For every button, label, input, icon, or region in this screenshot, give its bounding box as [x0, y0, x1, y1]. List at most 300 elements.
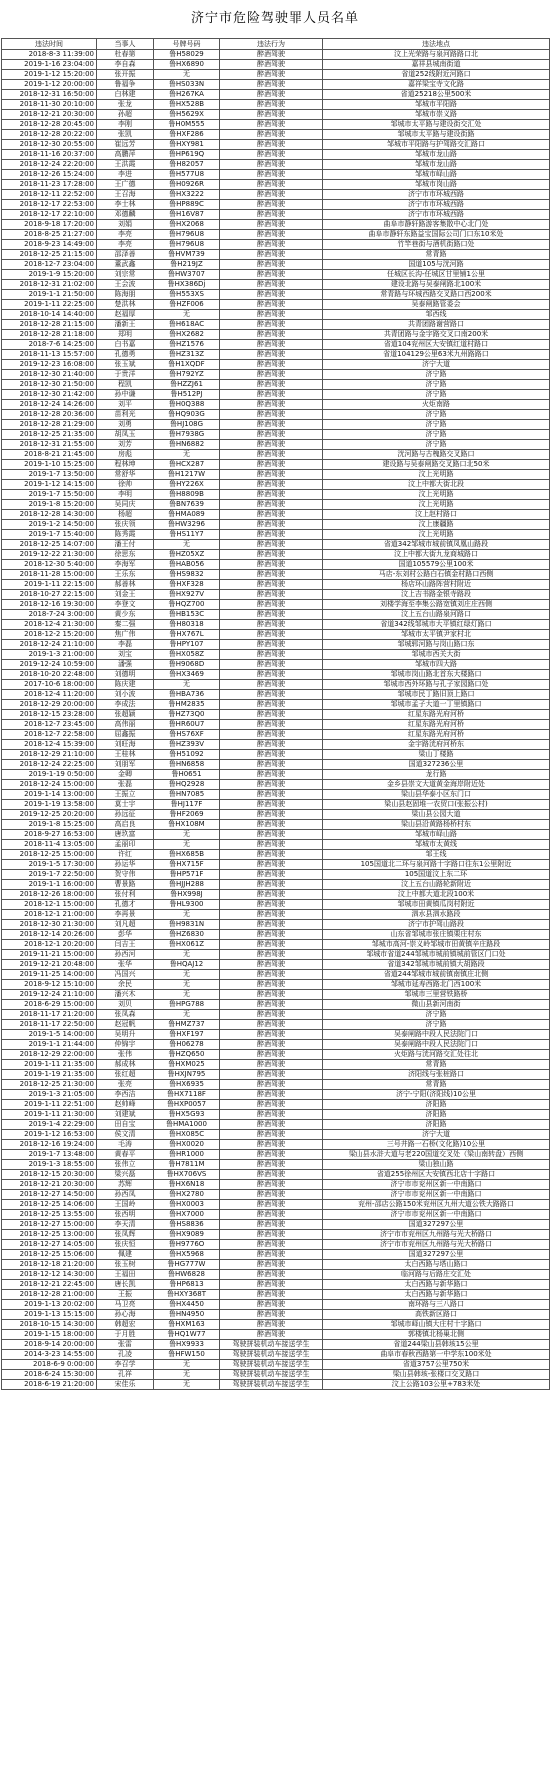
cell-party: 刘娟 — [97, 220, 154, 230]
cell-violation: 醉酒驾驶 — [220, 1140, 323, 1150]
cell-location: 嘉祥梁宝寺文化路 — [323, 80, 550, 90]
cell-party: 董武鑫 — [97, 260, 154, 270]
table-row — [2, 910, 550, 920]
cell-party: 程林坤 — [97, 460, 154, 470]
cell-party: 吴同庆 — [97, 500, 154, 510]
table-row — [2, 540, 550, 550]
table-row — [2, 130, 550, 140]
cell-party: 孙远征 — [97, 810, 154, 820]
cell-time: 2019-11-21 15:00:00 — [2, 950, 97, 960]
cell-location: 汶上五台山路泉河路口 — [323, 610, 550, 620]
cell-location: 邹城市太平镇尹家村北 — [323, 630, 550, 640]
cell-plate: 鲁H16V87 — [154, 210, 220, 220]
cell-time: 2019-12-24 21:10:00 — [2, 990, 97, 1000]
cell-time: 2018-12-7 23:45:00 — [2, 720, 97, 730]
cell-location: 金宇路洸府河桥东 — [323, 740, 550, 750]
cell-plate: 无 — [154, 450, 220, 460]
cell-party: 崔远芳 — [97, 140, 154, 150]
cell-time: 2019-1-10 15:25:00 — [2, 460, 97, 470]
table-row — [2, 1270, 550, 1280]
cell-violation: 醉酒驾驶 — [220, 1210, 323, 1220]
cell-violation: 醉酒驾驶 — [220, 970, 323, 980]
cell-plate: 鲁HZZJ61 — [154, 380, 220, 390]
cell-plate: 鲁H796U8 — [154, 240, 220, 250]
table-row — [2, 80, 550, 90]
cell-violation: 醉酒驾驶 — [220, 1160, 323, 1170]
cell-violation: 醉酒驾驶 — [220, 1110, 323, 1120]
table-row — [2, 260, 550, 270]
cell-party: 李召学 — [97, 1360, 154, 1370]
cell-violation: 醉酒驾驶 — [220, 800, 323, 810]
cell-plate: 鲁H51092 — [154, 750, 220, 760]
cell-plate: 鲁HR1000 — [154, 1150, 220, 1160]
cell-violation: 醉酒驾驶 — [220, 960, 323, 970]
cell-violation: 醉酒驾驶 — [220, 580, 323, 590]
cell-violation: 醉酒驾驶 — [220, 860, 323, 870]
cell-party: 余民 — [97, 980, 154, 990]
cell-location: 汶上光明路 — [323, 470, 550, 480]
cell-violation: 醉酒驾驶 — [220, 1200, 323, 1210]
page-title: 济宁市危险驾驶罪人员名单 — [190, 11, 359, 26]
table-row — [2, 340, 550, 350]
cell-party: 刘小波 — [97, 690, 154, 700]
cell-violation: 醉酒驾驶 — [220, 410, 323, 420]
cell-location: 邹城郓河路与岗山路口东 — [323, 640, 550, 650]
cell-party: 孔祥 — [97, 1370, 154, 1380]
cell-time: 2019-1-11 22:25:00 — [2, 300, 97, 310]
cell-plate: 鲁HZ6830 — [154, 930, 220, 940]
cell-violation: 醉酒驾驶 — [220, 620, 323, 630]
cell-violation: 醉酒驾驶 — [220, 780, 323, 790]
cell-location: 汶上中都大街九龙商城路口 — [323, 550, 550, 560]
cell-violation: 醉酒驾驶 — [220, 1100, 323, 1110]
cell-party: 马卫亮 — [97, 1300, 154, 1310]
cell-party: 杨超 — [97, 510, 154, 520]
cell-violation: 醉酒驾驶 — [220, 760, 323, 770]
cell-violation: 醉酒驾驶 — [220, 690, 323, 700]
cell-plate: 无 — [154, 540, 220, 550]
cell-plate: 无 — [154, 1370, 220, 1380]
cell-time: 2018-12-25 13:00:00 — [2, 1230, 97, 1240]
cell-time: 2019-1-9 15:20:00 — [2, 270, 97, 280]
table-row — [2, 360, 550, 370]
cell-time: 2019-1-7 15:50:00 — [2, 490, 97, 500]
cell-plate: 无 — [154, 990, 220, 1000]
table-row — [2, 510, 550, 520]
cell-party: 程凯 — [97, 380, 154, 390]
cell-location: 龙行路 — [323, 770, 550, 780]
cell-party: 赵福厚 — [97, 310, 154, 320]
cell-time: 2018-12-27 15:00:00 — [2, 1220, 97, 1230]
cell-party: 韩超宏 — [97, 1320, 154, 1330]
cell-violation: 醉酒驾驶 — [220, 500, 323, 510]
cell-time: 2018-12-1 20:20:00 — [2, 940, 97, 950]
table-row — [2, 60, 550, 70]
cell-plate: 鲁HPY107 — [154, 640, 220, 650]
cell-party: 唐长凯 — [97, 1280, 154, 1290]
cell-violation: 醉酒驾驶 — [220, 590, 323, 600]
cell-time: 2019-1-7 22:50:00 — [2, 870, 97, 880]
cell-plate: 鲁H82057 — [154, 160, 220, 170]
table-row — [2, 680, 550, 690]
cell-party: 刘贝 — [97, 1000, 154, 1010]
cell-location: 三号井路一石桥(文化路)10公里 — [323, 1140, 550, 1150]
cell-violation: 醉酒驾驶 — [220, 320, 323, 330]
cell-violation: 醉酒驾驶 — [220, 1010, 323, 1020]
cell-location: 邹城市西关大街 — [323, 650, 550, 660]
cell-plate: 鲁HX5G93 — [154, 1110, 220, 1120]
cell-violation: 醉酒驾驶 — [220, 950, 323, 960]
cell-time: 2018-12-11 22:52:00 — [2, 190, 97, 200]
cell-location: 汶上公路103公里+783米处 — [323, 1380, 550, 1390]
table-row — [2, 1210, 550, 1220]
cell-violation: 醉酒驾驶 — [220, 300, 323, 310]
cell-time: 2019-1-8 15:25:00 — [2, 820, 97, 830]
table-row — [2, 450, 550, 460]
cell-violation: 醉酒驾驶 — [220, 440, 323, 450]
cell-plate: 鲁H0M555 — [154, 120, 220, 130]
cell-plate: 鲁HX4450 — [154, 1300, 220, 1310]
cell-party: 张华 — [97, 960, 154, 970]
cell-violation: 醉酒驾驶 — [220, 1020, 323, 1030]
table-row — [2, 640, 550, 650]
cell-plate: 无 — [154, 910, 220, 920]
cell-location: 梁山县韩垓-张楼口交叉路口 — [323, 1370, 550, 1380]
table-row — [2, 1050, 550, 1060]
cell-plate: 鲁H0926R — [154, 180, 220, 190]
cell-time: 2019-1-3 18:55:00 — [2, 1160, 97, 1170]
cell-party: 徐思东 — [97, 550, 154, 560]
cell-party: 李天清 — [97, 1220, 154, 1230]
table-row — [2, 1280, 550, 1290]
cell-plate: 鲁HX7000 — [154, 1210, 220, 1220]
cell-party: 王振 — [97, 1290, 154, 1300]
cell-time: 2019-1-2 14:50:00 — [2, 520, 97, 530]
cell-plate: 鲁HX3222 — [154, 190, 220, 200]
table-row — [2, 980, 550, 990]
cell-time: 2018-8-3 11:39:00 — [2, 50, 97, 60]
cell-violation: 醉酒驾驶 — [220, 1060, 323, 1070]
cell-time: 2018-12-27 14:50:00 — [2, 1190, 97, 1200]
cell-time: 2018-12-28 21:15:00 — [2, 320, 97, 330]
cell-plate: 鲁HQ903G — [154, 410, 220, 420]
cell-location: 泗水县泗水路段 — [323, 910, 550, 920]
cell-party: 赵冠帆 — [97, 1020, 154, 1030]
cell-location: 汶上康疆路 — [323, 520, 550, 530]
cell-location: 济宁市市兖州区新一中南路口 — [323, 1190, 550, 1200]
cell-violation: 醉酒驾驶 — [220, 290, 323, 300]
cell-violation: 醉酒驾驶 — [220, 140, 323, 150]
cell-violation: 醉酒驾驶 — [220, 80, 323, 90]
cell-violation: 醉酒驾驶 — [220, 920, 323, 930]
table-row — [2, 380, 550, 390]
cell-party: 侯文清 — [97, 1130, 154, 1140]
cell-location: 南环路与三八路口 — [323, 1300, 550, 1310]
cell-location: 建设北路与吴泰闸路北100米 — [323, 280, 550, 290]
cell-location: 济宁市市兖州区新一中南路口 — [323, 1210, 550, 1220]
cell-party: 苗利光 — [97, 410, 154, 420]
table-row — [2, 250, 550, 260]
cell-party: 张西明 — [97, 1210, 154, 1220]
cell-time: 2018-11-30 20:10:00 — [2, 100, 97, 110]
cell-plate: 鲁HXJN795 — [154, 1070, 220, 1080]
cell-party: 苏辉 — [97, 1180, 154, 1190]
cell-location: 邹城市岗山路 — [323, 180, 550, 190]
cell-time: 2019-1-1 21:44:00 — [2, 1040, 97, 1050]
cell-violation: 醉酒驾驶 — [220, 150, 323, 160]
header-plate: 号牌号码 — [154, 39, 220, 50]
table-row — [2, 1240, 550, 1250]
cell-plate: 鲁HX6935 — [154, 1080, 220, 1090]
cell-plate: 鲁HN7085 — [154, 790, 220, 800]
cell-time: 2018-12-28 20:22:00 — [2, 130, 97, 140]
cell-time: 2018-12-24 22:20:00 — [2, 160, 97, 170]
cell-plate: 鲁HX108M — [154, 820, 220, 830]
cell-violation: 醉酒驾驶 — [220, 450, 323, 460]
table-row — [2, 920, 550, 930]
cell-party: 李刚 — [97, 120, 154, 130]
cell-location: 国道327236公里 — [323, 760, 550, 770]
table-row — [2, 530, 550, 540]
cell-party: 宋佳乐 — [97, 1380, 154, 1390]
table-row — [2, 1250, 550, 1260]
cell-party: 李自森 — [97, 60, 154, 70]
cell-time: 2018-9-18 17:20:00 — [2, 220, 97, 230]
cell-location: 国道105579公里100米 — [323, 560, 550, 570]
cell-party: 冯国兴 — [97, 970, 154, 980]
cell-plate: 无 — [154, 310, 220, 320]
cell-violation: 醉酒驾驶 — [220, 490, 323, 500]
cell-plate: 鲁HX685B — [154, 850, 220, 860]
cell-violation: 醉酒驾驶 — [220, 680, 323, 690]
header-violation: 违法行为 — [220, 39, 323, 50]
table-row — [2, 320, 550, 330]
cell-location: 邹城市崇义路 — [323, 110, 550, 120]
cell-violation: 醉酒驾驶 — [220, 810, 323, 820]
cell-time: 2018-11-4 13:05:00 — [2, 840, 97, 850]
table-row — [2, 580, 550, 590]
table-row — [2, 1160, 550, 1170]
cell-party: 黄少东 — [97, 610, 154, 620]
cell-plate: 无 — [154, 840, 220, 850]
table-row — [2, 870, 550, 880]
cell-plate: 鲁HW3707 — [154, 270, 220, 280]
cell-location: 汶上中都大道北段100米 — [323, 890, 550, 900]
table-row — [2, 200, 550, 210]
cell-time: 2018-12-28 20:36:00 — [2, 410, 97, 420]
cell-location: 邹城市孟子大道一丁里镇路口 — [323, 700, 550, 710]
cell-party: 刘芳 — [97, 440, 154, 450]
header-row — [2, 39, 550, 50]
cell-location: 邹城市平阳路与护驾路交汇路口 — [323, 140, 550, 150]
cell-violation: 醉酒驾驶 — [220, 730, 323, 740]
cell-time: 2019-1-11 22:15:00 — [2, 580, 97, 590]
cell-time: 2018-6-24 15:30:00 — [2, 1370, 97, 1380]
cell-location: 梁山丁楼路 — [323, 750, 550, 760]
cell-plate: 鲁HXY368T — [154, 1290, 220, 1300]
cell-party: 刘建斌 — [97, 1110, 154, 1120]
cell-party: 常舒华 — [97, 470, 154, 480]
cell-time: 2018-12-26 18:00:00 — [2, 890, 97, 900]
cell-plate: 鲁H8809B — [154, 490, 220, 500]
cell-plate: 鲁HX998J — [154, 890, 220, 900]
cell-plate: 鲁H0651 — [154, 770, 220, 780]
cell-plate: 鲁H7938G — [154, 430, 220, 440]
cell-party: 孙运华 — [97, 860, 154, 870]
cell-location: 邹城市峄山路 — [323, 830, 550, 840]
cell-plate: 鲁HW3296 — [154, 520, 220, 530]
cell-time: 2018-12-27 14:05:00 — [2, 1240, 97, 1250]
cell-location: 太白西路与新华路口 — [323, 1290, 550, 1300]
table-row — [2, 1000, 550, 1010]
cell-plate: 鲁HG777W — [154, 1260, 220, 1270]
cell-plate: 鲁HXY981 — [154, 140, 220, 150]
cell-location: 汶上五台山路轮新附近 — [323, 880, 550, 890]
cell-plate: 鲁HX927V — [154, 590, 220, 600]
cell-time: 2019-1-16 23:04:00 — [2, 60, 97, 70]
cell-plate: 鲁HBA736 — [154, 690, 220, 700]
cell-plate: 无 — [154, 980, 220, 990]
cell-violation: 醉酒驾驶 — [220, 100, 323, 110]
cell-violation: 醉酒驾驶 — [220, 70, 323, 80]
cell-location: 济宁路 — [323, 1020, 550, 1030]
cell-violation: 驾驶拼装机动车接送学生 — [220, 1360, 323, 1370]
cell-time: 2018-12-14 20:26:00 — [2, 930, 97, 940]
table-row — [2, 570, 550, 580]
table-row — [2, 930, 550, 940]
cell-time: 2018-12-26 15:24:00 — [2, 170, 97, 180]
table-row — [2, 100, 550, 110]
cell-party: 房彪 — [97, 450, 154, 460]
cell-party: 李士林 — [97, 200, 154, 210]
table-row — [2, 850, 550, 860]
cell-violation: 醉酒驾驶 — [220, 460, 323, 470]
table-row — [2, 170, 550, 180]
cell-location: 邹城市峄山路 — [323, 170, 550, 180]
cell-party: 毛涛 — [97, 1140, 154, 1150]
header-location: 违法地点 — [323, 39, 550, 50]
cell-violation: 醉酒驾驶 — [220, 230, 323, 240]
cell-violation: 醉酒驾驶 — [220, 200, 323, 210]
cell-party: 李磊 — [97, 640, 154, 650]
cell-time: 2018-11-23 17:28:00 — [2, 180, 97, 190]
cell-party: 张伟立 — [97, 1160, 154, 1170]
cell-time: 2019-1-3 21:05:00 — [2, 1090, 97, 1100]
cell-violation: 醉酒驾驶 — [220, 400, 323, 410]
table-row — [2, 1080, 550, 1090]
cell-violation: 醉酒驾驶 — [220, 1320, 323, 1330]
cell-plate: 鲁HZQ650 — [154, 1050, 220, 1060]
cell-location: 常青路 — [323, 250, 550, 260]
cell-location: 济阳路 — [323, 1100, 550, 1110]
cell-time: 2018-12-7 22:58:00 — [2, 730, 97, 740]
cell-time: 2018-12-18 21:20:00 — [2, 1260, 97, 1270]
cell-location: 济宁市市环城西路 — [323, 210, 550, 220]
cell-violation: 醉酒驾驶 — [220, 1280, 323, 1290]
cell-party: 刘旺海 — [97, 740, 154, 750]
cell-location: 邹城市省道244邹城市城前镇城前管区门口处 — [323, 950, 550, 960]
cell-party: 张伟 — [97, 1050, 154, 1060]
cell-violation: 醉酒驾驶 — [220, 1000, 323, 1010]
cell-plate: 鲁HQZ700 — [154, 600, 220, 610]
table-row — [2, 160, 550, 170]
cell-violation: 醉酒驾驶 — [220, 550, 323, 560]
cell-plate: 鲁H219JZ — [154, 260, 220, 270]
cell-party: 张凯 — [97, 130, 154, 140]
table-row — [2, 1290, 550, 1300]
cell-time: 2018-12-25 21:35:00 — [2, 430, 97, 440]
cell-violation: 醉酒驾驶 — [220, 360, 323, 370]
table-row — [2, 740, 550, 750]
cell-violation: 醉酒驾驶 — [220, 330, 323, 340]
table-row — [2, 600, 550, 610]
cell-party: 郝善林 — [97, 580, 154, 590]
table-body — [2, 50, 550, 1390]
cell-party: 秦二强 — [97, 620, 154, 630]
cell-location: 红星东路光府河桥 — [323, 720, 550, 730]
cell-violation: 醉酒驾驶 — [220, 1250, 323, 1260]
cell-violation: 醉酒驾驶 — [220, 260, 323, 270]
cell-plate: 鲁HFW150 — [154, 1350, 220, 1360]
cell-time: 2019-12-21 20:48:00 — [2, 960, 97, 970]
cell-violation: 醉酒驾驶 — [220, 210, 323, 220]
table-row — [2, 830, 550, 840]
cell-time: 2019-1-8 15:20:00 — [2, 500, 97, 510]
table-row — [2, 720, 550, 730]
cell-time: 2018-11-13 15:57:00 — [2, 350, 97, 360]
cell-violation: 醉酒驾驶 — [220, 820, 323, 830]
cell-plate: 鲁HZ05XZ — [154, 550, 220, 560]
cell-party: 彭华 — [97, 930, 154, 940]
cell-plate: 鲁HS8836 — [154, 1220, 220, 1230]
cell-violation: 驾驶拼装机动车接送学生 — [220, 1350, 323, 1360]
cell-time: 2018-12-28 21:29:00 — [2, 420, 97, 430]
cell-violation: 醉酒驾驶 — [220, 700, 323, 710]
cell-violation: 醉酒驾驶 — [220, 1150, 323, 1160]
cell-party: 潘王付 — [97, 540, 154, 550]
cell-location: 梁山县华泰小区东门口 — [323, 790, 550, 800]
cell-party: 张雷 — [97, 1340, 154, 1350]
table-row — [2, 1030, 550, 1040]
cell-time: 2018-12-21 20:30:00 — [2, 110, 97, 120]
cell-plate: 鲁H5629X — [154, 110, 220, 120]
cell-time: 2018-6-29 15:00:00 — [2, 1000, 97, 1010]
cell-location: 邹城市西外环路与孔子家园路口处 — [323, 680, 550, 690]
cell-party: 张磊 — [97, 780, 154, 790]
cell-party: 王国岭 — [97, 1200, 154, 1210]
cell-location: 济宁市市环城西路 — [323, 190, 550, 200]
cell-location: 济宁市市兖州区九州路与光大桥路口 — [323, 1230, 550, 1240]
cell-location: 吴泰闸路中段人民法院门口 — [323, 1040, 550, 1050]
cell-party: 仲锦宇 — [97, 1040, 154, 1050]
cell-location: 济宁路 — [323, 440, 550, 450]
cell-location: 杨店环山路阵营村附近 — [323, 580, 550, 590]
cell-time: 2018-10-14 14:40:00 — [2, 310, 97, 320]
cell-violation: 醉酒驾驶 — [220, 1080, 323, 1090]
cell-party: 于贵洋 — [97, 370, 154, 380]
cell-location: 汶上吉书路金银寺路段 — [323, 590, 550, 600]
cell-plate: 鲁HR60U7 — [154, 720, 220, 730]
cell-plate: 鲁HMA089 — [154, 510, 220, 520]
cell-plate: 鲁H7811M — [154, 1160, 220, 1170]
cell-time: 2018-7-6 14:25:00 — [2, 340, 97, 350]
cell-plate: 鲁HX058Z — [154, 650, 220, 660]
cell-time: 2019-1-1 21:50:00 — [2, 290, 97, 300]
cell-violation: 醉酒驾驶 — [220, 1120, 323, 1130]
cell-time: 2018-9-23 14:49:00 — [2, 240, 97, 250]
cell-time: 2019-1-5 14:00:00 — [2, 1030, 97, 1040]
cell-plate: 无 — [154, 1360, 220, 1370]
